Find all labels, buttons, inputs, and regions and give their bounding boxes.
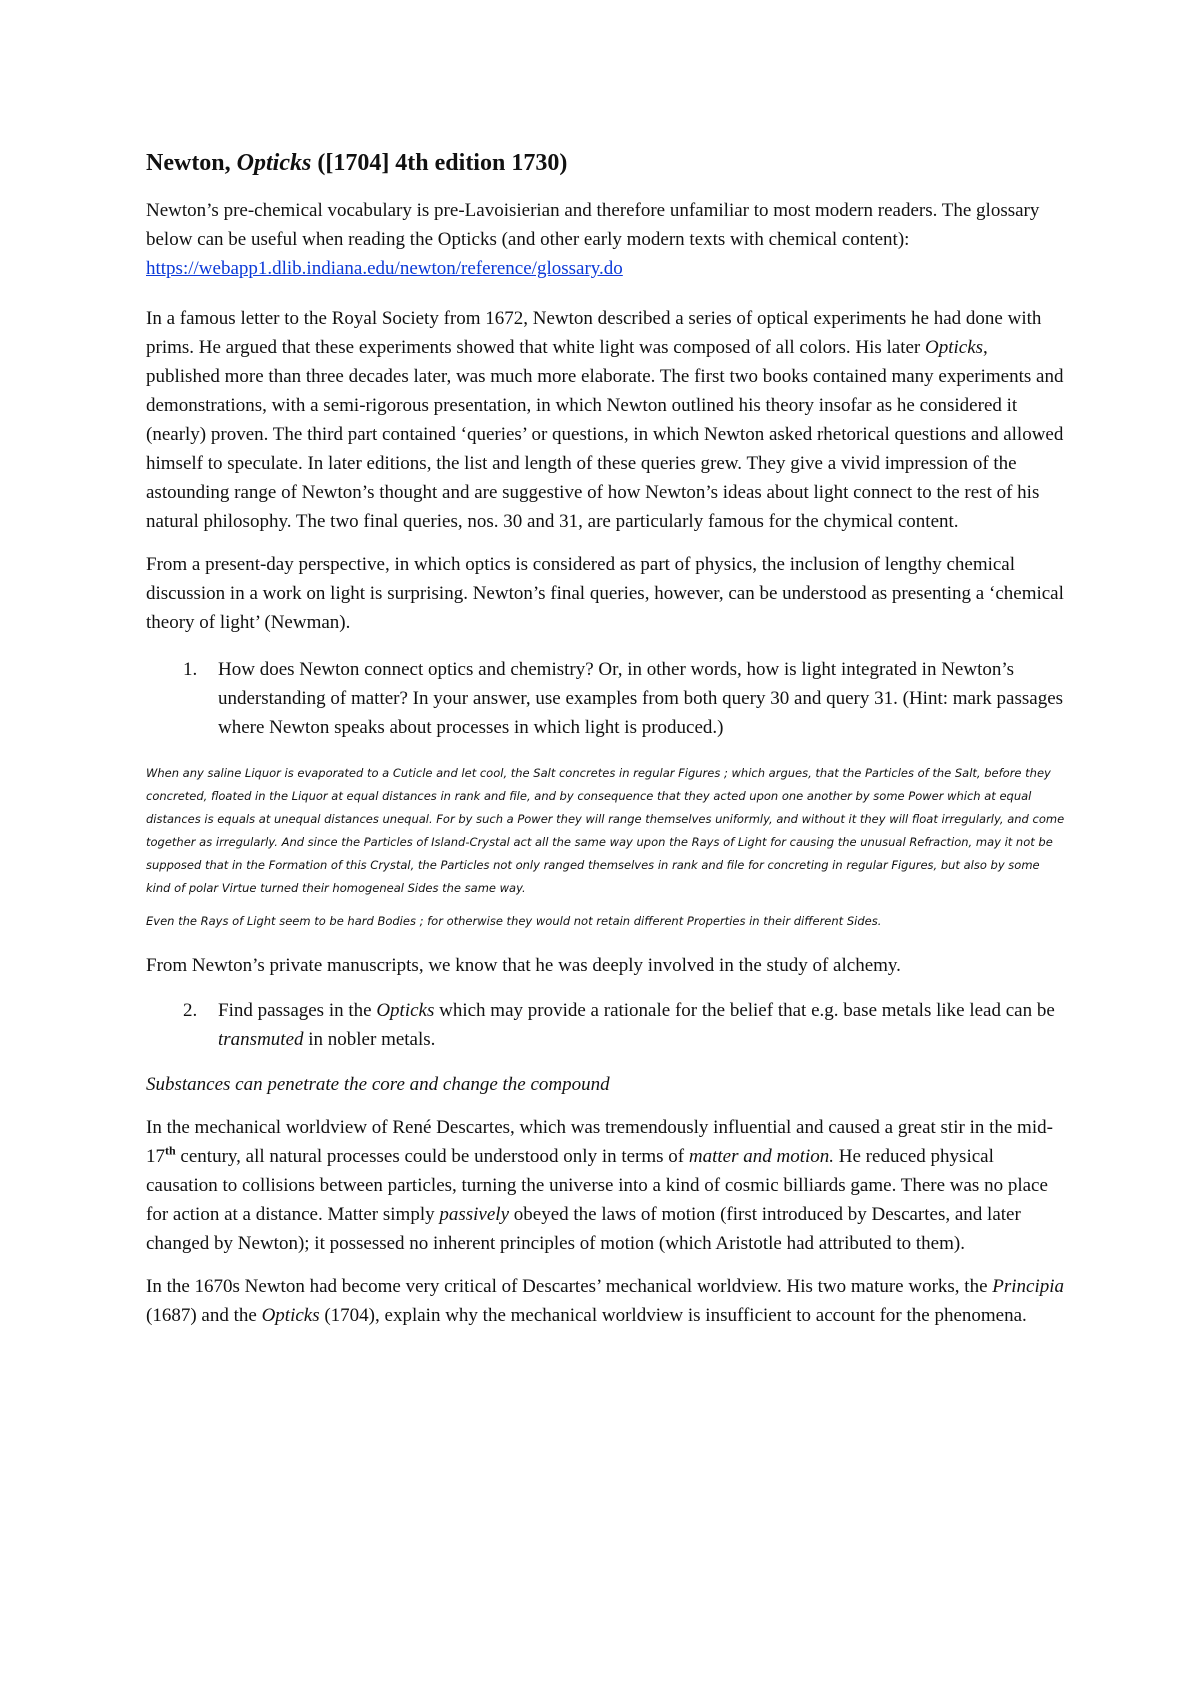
query-quote-2: Even the Rays of Light seem to be hard Bodies ; for otherwise they would not retain different Properties in their different Sides. xyxy=(146,914,882,928)
question-2-text-b: which may provide a rationale for the belief that e.g. base metals like lead can be xyxy=(434,1000,1055,1021)
question-2-text-a: Find passages in the xyxy=(218,1000,377,1021)
para1-text-b: , published more than three decades later, was much more elaborate. The first two books contained many experiments and demonstrations, with a semi-rigorous presentation, in which Newton outlined his theory insofar as he considered it (nearly) proven. The third part contained ‘queries’ or questions, in which Newton asked rhetorical questions and allowed himself to speculate. In later editions, the list and length of these queries grew. They give a vivid impression of the astounding range of Newton’s thought and are suggestive of how Newton’s ideas about light connect to the rest of his natural philosophy. The two final queries, nos. 30 and 31, are particularly famous for the chymical content. xyxy=(146,337,1064,532)
question-2-number: 2. xyxy=(183,1000,198,1021)
para4-text-b: century, all natural processes could be understood only in terms of xyxy=(175,1146,689,1167)
para4-italic-c: passively xyxy=(439,1204,510,1225)
title-prefix: Newton, xyxy=(146,150,237,176)
para5-italic-b: Opticks xyxy=(261,1305,320,1326)
para4-text-d: obeyed the laws of motion (first introduced by Descartes, and later changed by Newton); it possessed no inherent principles of motion (which Aristotle had attributed to them). xyxy=(146,1204,1021,1254)
question-2 xyxy=(146,996,1066,1054)
question-2-text-c: in nobler metals. xyxy=(303,1029,436,1050)
para1-italic: Opticks xyxy=(925,337,984,358)
para4-text-a: In the mechanical worldview of René Descartes, which was tremendously influential and caused a great stir in the mid-17 xyxy=(146,1117,1053,1167)
page-title xyxy=(146,148,1066,178)
question-2-italic-b: transmuted xyxy=(218,1029,304,1050)
question-list-1 xyxy=(146,655,1066,742)
title-book-name: Opticks xyxy=(236,150,312,176)
query-quote-1: When any saline Liquor is evaporated to a Cuticle and let cool, the Salt concretes in regular Figures ; which argues, that the Particles of the Salt, before they concreted, floated in the Liquor at equal distances in rank and file, and by consequence that they acted upon one another by some Power which at equal distances is equals at unequal distances unequal. For by such a Power they will range themselves uniformly, and without it they will float irregularly, and come together as irregularly. And since the Particles of Island-Crystal act all the same way upon the Rays of Light for causing the unusual Refraction, may it not be supposed that in the Formation of this Crystal, the Particles not only ranged themselves in rank and file for concreting in regular Figures, but also by some kind of polar Virtue turned their homogeneal Sides the same way. xyxy=(146,766,1065,895)
document-page xyxy=(146,148,1066,1344)
paragraph-descartes xyxy=(146,1113,1066,1258)
para4-italic-b: matter and motion. xyxy=(688,1146,835,1167)
question-1-number: 1. xyxy=(183,659,198,680)
paragraph-alchemy: From Newton’s private manuscripts, we know that he was deeply involved in the study of alchemy. xyxy=(146,955,901,976)
paragraph-1670s xyxy=(146,1272,1066,1330)
intro-text: Newton’s pre-chemical vocabulary is pre-Lavoisierian and therefore unfamiliar to most modern readers. The glossary below can be useful when reading the Opticks (and other early modern texts with chemical content): xyxy=(146,200,1040,250)
intro-paragraph xyxy=(146,196,1066,283)
question-list-2 xyxy=(146,996,1066,1054)
question-1-text: How does Newton connect optics and chemistry? Or, in other words, how is light integrated in Newton’s understanding of matter? In your answer, use examples from both query 30 and query 31. (Hint: mark passages where Newton speaks about processes in which light is produced.) xyxy=(218,659,1064,738)
paragraph-royal-society xyxy=(146,304,1066,536)
title-suffix: ([1704] 4th edition 1730) xyxy=(311,150,568,176)
question-2-italic-a: Opticks xyxy=(376,1000,435,1021)
para5-text-b: (1687) and the xyxy=(146,1305,262,1326)
para4-text-c: He reduced physical causation to collisions between particles, turning the universe into a kind of cosmic billiards game. There was no place for action at a distance. Matter simply xyxy=(146,1146,1048,1225)
question-1 xyxy=(146,655,1066,742)
para1-text-a: In a famous letter to the Royal Society from 1672, Newton described a series of optical experiments he had done with prims. He argued that these experiments showed that white light was composed of all colors. His later xyxy=(146,308,1042,358)
para5-text-c: (1704), explain why the mechanical worldview is insufficient to account for the phenomena. xyxy=(319,1305,1027,1326)
subheading: Substances can penetrate the core and change the compound xyxy=(146,1074,610,1095)
para5-text-a: In the 1670s Newton had become very critical of Descartes’ mechanical worldview. His two mature works, the xyxy=(146,1276,993,1297)
glossary-link[interactable]: https://webapp1.dlib.indiana.edu/newton/reference/glossary.do xyxy=(146,258,623,279)
para5-italic-a: Principia xyxy=(992,1276,1065,1297)
paragraph-present-day: From a present-day perspective, in which optics is considered as part of physics, the inclusion of lengthy chemical discussion in a work on light is surprising. Newton’s final queries, however, can be understood as presenting a ‘chemical theory of light’ (Newman). xyxy=(146,554,1064,633)
para4-superscript: th xyxy=(165,1143,176,1158)
